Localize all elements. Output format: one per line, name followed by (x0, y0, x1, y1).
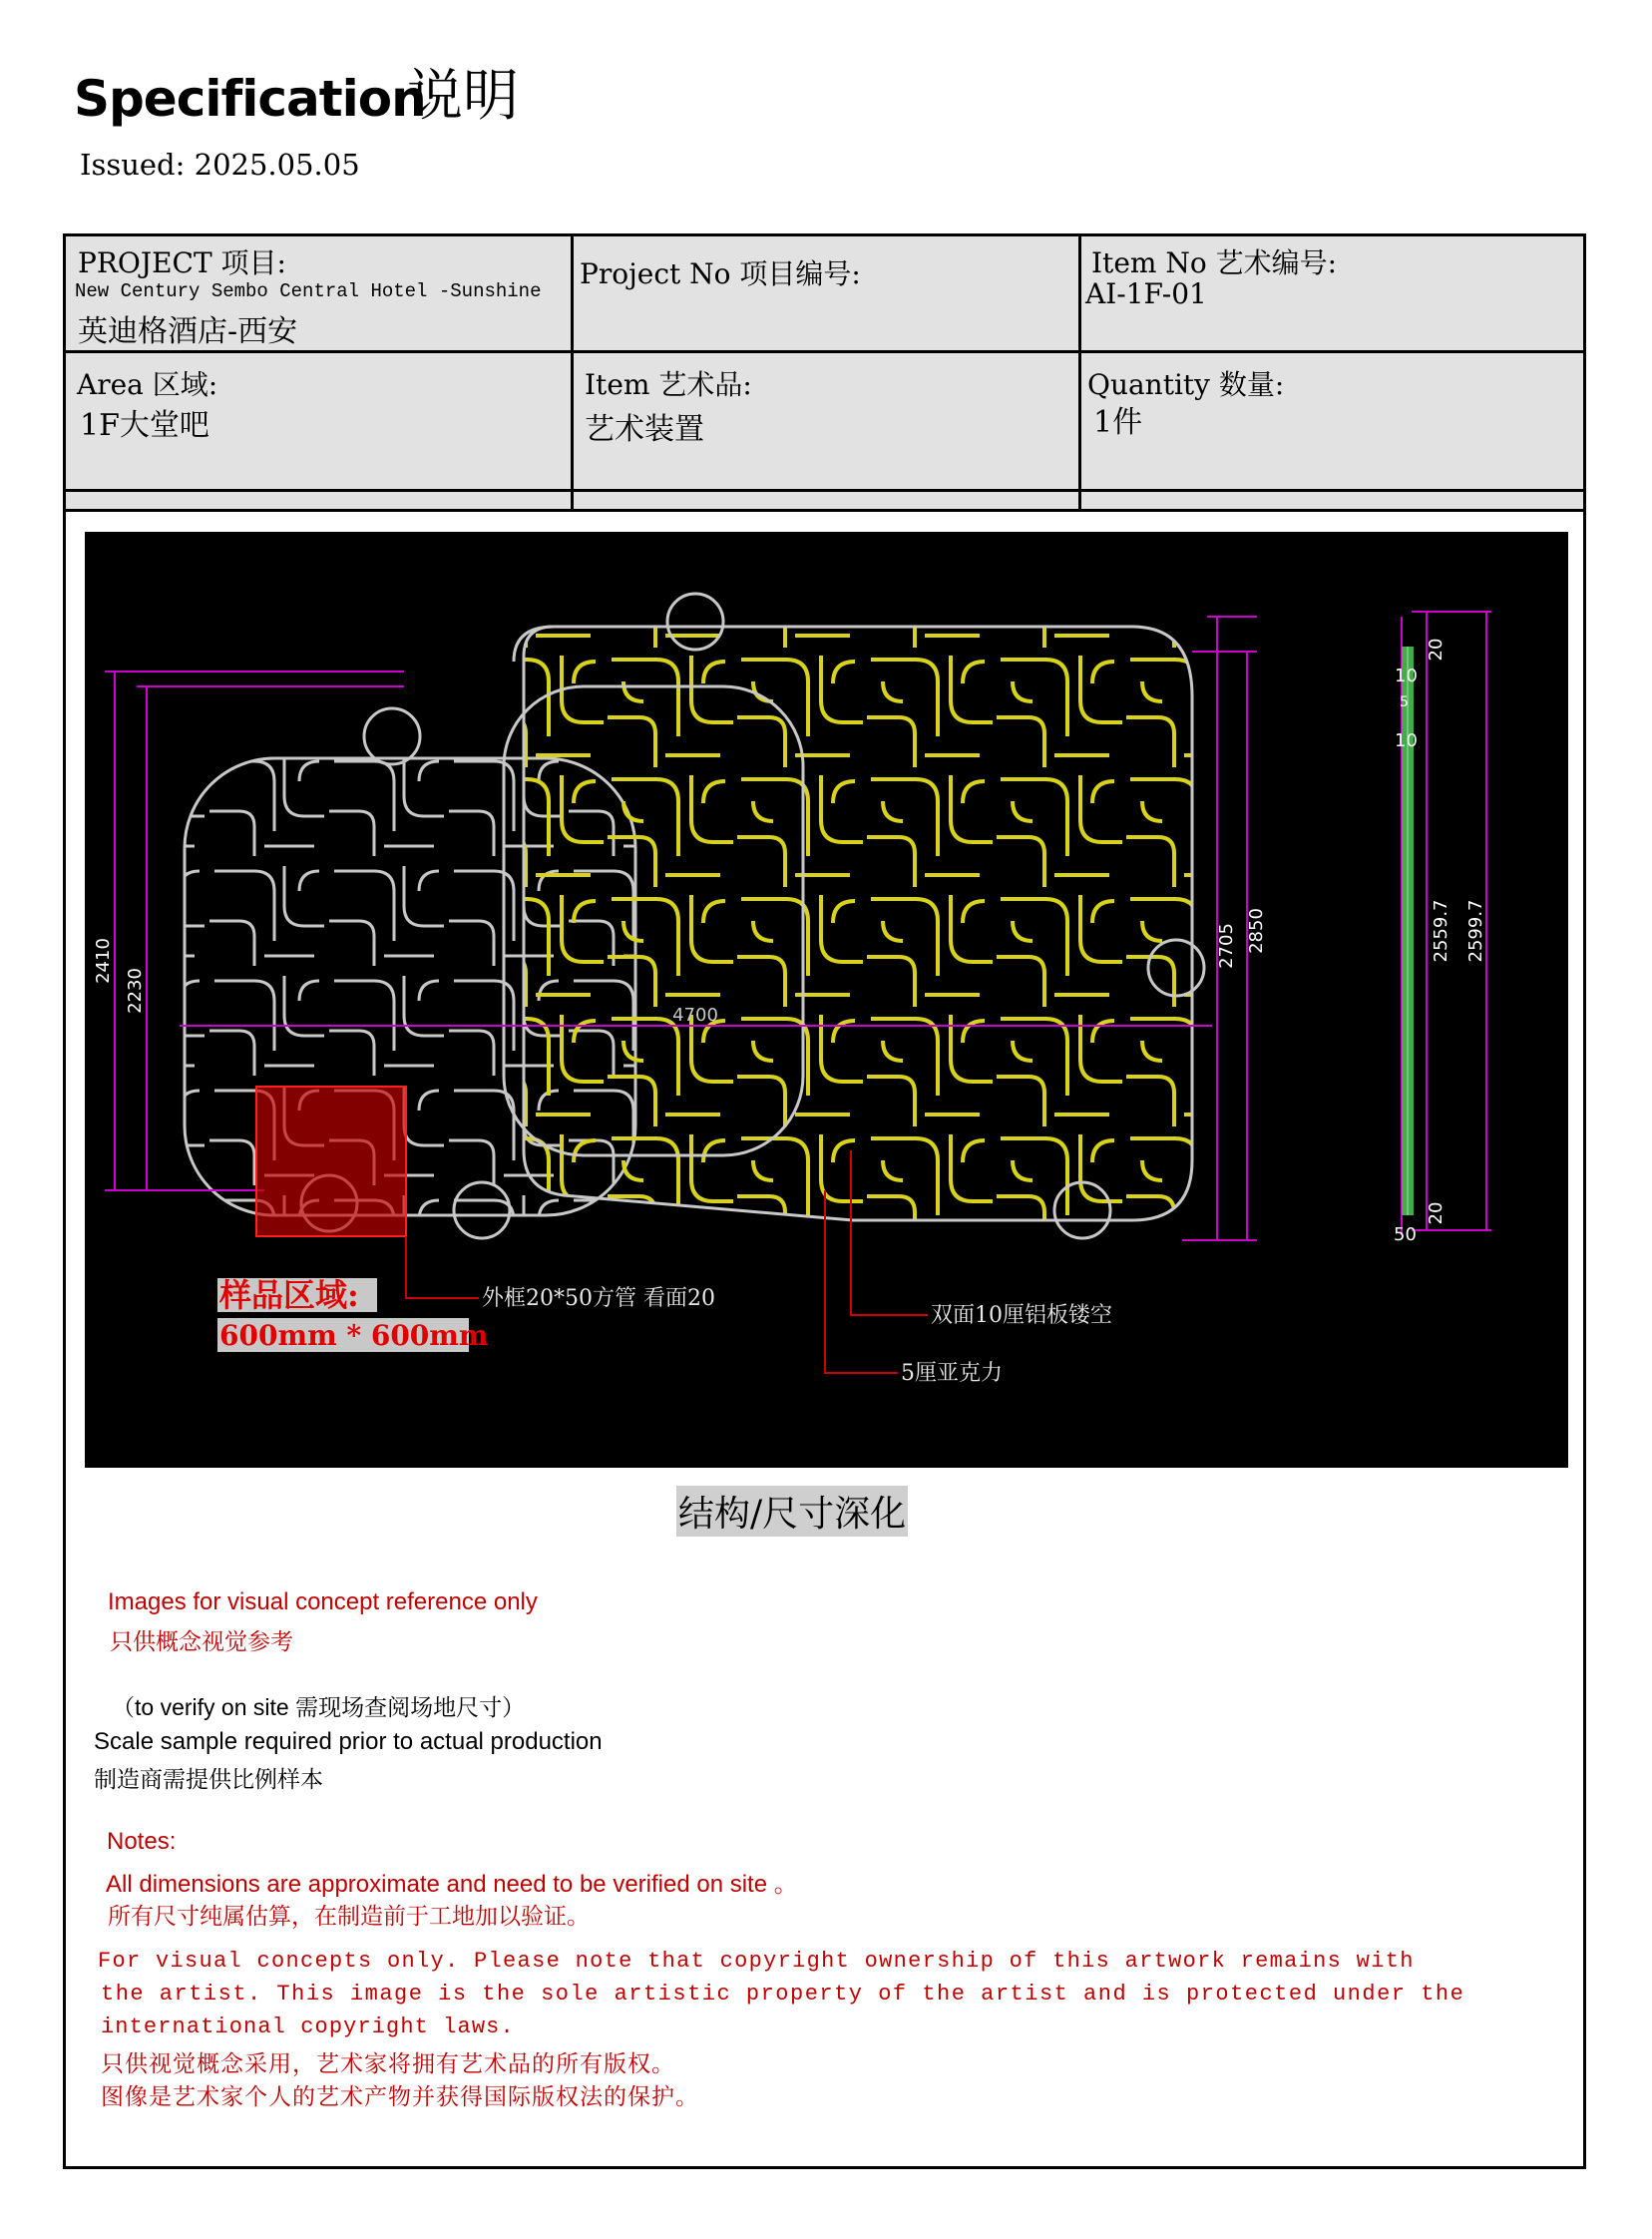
dim-2599: 2599.7 (1465, 899, 1486, 963)
dim-4700: 4700 (672, 1005, 718, 1026)
copyright-cn-2: 图像是艺术家个人的艺术产物并获得国际版权法的保护。 (101, 2084, 699, 2110)
callout-frame: 外框20*50方管 看面20 (482, 1286, 715, 1311)
project-no-cell (574, 236, 1078, 350)
cad-drawing-svg (85, 532, 1568, 1468)
item-label: Item 艺术品: (585, 368, 752, 401)
project-name-en: New Century Sembo Central Hotel -Sunshine (75, 280, 542, 302)
item-value: 艺术装置 (585, 412, 704, 447)
project-no-label: Project No 项目编号: (580, 257, 861, 290)
table-divider-3 (63, 509, 1586, 512)
dim-2410: 2410 (93, 938, 114, 984)
table-vdivider-2 (1078, 233, 1081, 512)
copyright-line-1: For visual concepts only. Please note that copyright ownership of this artwork remains with (98, 1949, 1415, 1974)
table-vdivider-1 (571, 233, 574, 512)
dim-50: 50 (1394, 1224, 1417, 1245)
copyright-line-3: international copyright laws. (101, 2015, 515, 2039)
notes-title: Notes: (107, 1828, 177, 1855)
project-name-cn: 英迪格酒店-西安 (78, 314, 298, 349)
dim-10a: 10 (1395, 666, 1418, 686)
note-approx-en: All dimensions are approximate and need to be verified on site 。 (106, 1871, 798, 1898)
note-scale-cn: 制造商需提供比例样本 (94, 1767, 323, 1793)
dim-2230: 2230 (125, 968, 146, 1014)
blank-cell-1 (66, 492, 571, 509)
area-cell (66, 353, 571, 489)
copyright-line-2: the artist. This image is the sole artistic property of the artist and is protected under the (101, 1982, 1465, 2007)
sample-label-2: 600mm * 600mm (219, 1319, 489, 1352)
cad-drawing (85, 532, 1568, 1468)
quantity-value: 1件 (1093, 405, 1143, 440)
item-no-cell (1081, 236, 1583, 350)
note-approx-cn: 所有尺寸纯属估算，在制造前于工地加以验证。 (108, 1904, 590, 1930)
dim-5: 5 (1400, 694, 1409, 710)
right-panel (504, 627, 1192, 1220)
dim-2705: 2705 (1216, 923, 1237, 969)
quantity-label: Quantity 数量: (1087, 368, 1285, 401)
item-no-value: AI-1F-01 (1085, 277, 1207, 310)
sample-label-1: 样品区域: (219, 1276, 359, 1314)
note-visual-en: Images for visual concept reference only (108, 1588, 538, 1615)
dim-20b: 20 (1426, 1201, 1446, 1225)
blank-cell-3 (1081, 492, 1583, 509)
quantity-cell (1081, 353, 1583, 489)
dim-10b: 10 (1395, 730, 1418, 751)
drawing-caption: 结构/尺寸深化 (676, 1486, 908, 1537)
sample-area-box (256, 1087, 406, 1236)
callout-panel: 双面10厘铝板镂空 (931, 1303, 1112, 1328)
dim-20a: 20 (1426, 638, 1446, 662)
callout-texts (482, 1286, 1112, 1386)
title-english: Specification (74, 70, 426, 128)
note-visual-cn: 只供概念视觉参考 (110, 1629, 293, 1655)
project-label: PROJECT 项目: (78, 246, 286, 279)
note-verify: （to verify on site 需现场查阅场地尺寸） (112, 1694, 526, 1720)
issued-date: Issued: 2025.05.05 (80, 148, 360, 182)
item-cell (574, 353, 1078, 489)
area-label: Area 区域: (77, 368, 218, 401)
dim-2559: 2559.7 (1431, 899, 1451, 963)
blank-cell-2 (574, 492, 1078, 509)
note-scale-en: Scale sample required prior to actual production (94, 1728, 603, 1755)
table-divider-1 (63, 350, 1586, 353)
table-divider-2 (63, 489, 1586, 492)
item-no-label: Item No 艺术编号: (1091, 246, 1338, 279)
copyright-cn-1: 只供视觉概念采用，艺术家将拥有艺术品的所有版权。 (101, 2051, 675, 2077)
title-chinese: 说明 (407, 64, 519, 129)
project-cell (66, 236, 571, 350)
callout-acrylic: 5厘亚克力 (901, 1361, 1003, 1386)
dim-2850: 2850 (1246, 908, 1267, 954)
area-value: 1F大堂吧 (80, 408, 209, 443)
